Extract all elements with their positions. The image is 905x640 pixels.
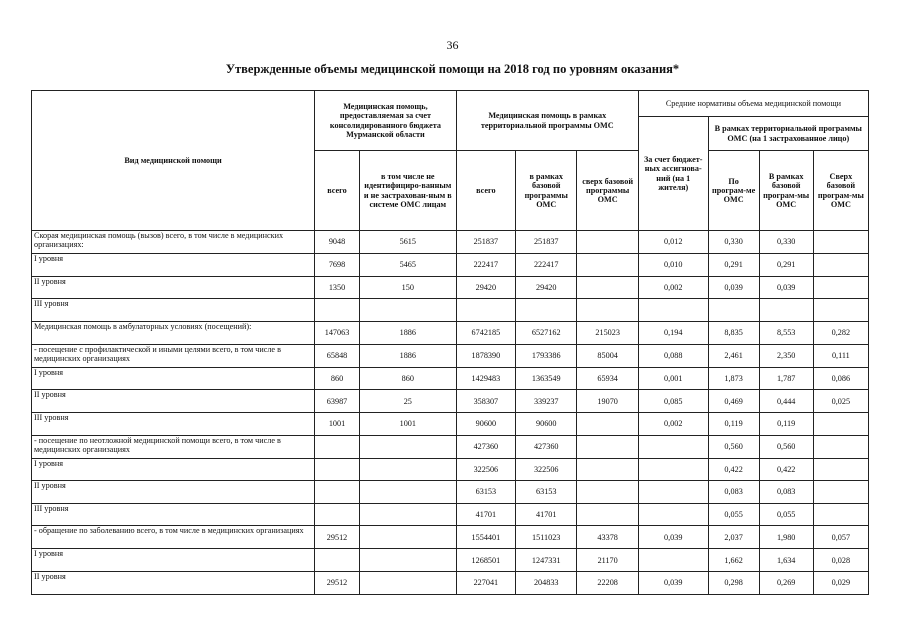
- table-cell: 1,634: [759, 549, 813, 572]
- table-cell: 8,553: [759, 321, 813, 344]
- table-cell: [813, 503, 868, 526]
- table-cell: [359, 571, 456, 594]
- table-cell: 322506: [516, 458, 577, 481]
- table-cell: [813, 299, 868, 322]
- table-cell: 29512: [315, 571, 360, 594]
- table-cell: [577, 254, 638, 277]
- table-cell: 427360: [516, 435, 577, 458]
- table-cell: 322506: [456, 458, 515, 481]
- table-cell: 222417: [516, 254, 577, 277]
- table-cell: 0,010: [638, 254, 708, 277]
- table-cell: [638, 435, 708, 458]
- row-label: I уровня: [32, 458, 315, 481]
- table-cell: 1,980: [759, 526, 813, 549]
- table-cell: [577, 299, 638, 322]
- table-cell: [577, 503, 638, 526]
- table-row: [32, 435, 869, 458]
- table-cell: 7698: [315, 254, 360, 277]
- table-cell: 85004: [577, 344, 638, 367]
- table-cell: 0,002: [638, 412, 708, 435]
- table-cell: [359, 481, 456, 504]
- table-cell: [315, 503, 360, 526]
- row-label: III уровня: [32, 299, 315, 322]
- table-row: [32, 481, 869, 504]
- table-cell: 0,055: [759, 503, 813, 526]
- page-number: 36: [446, 38, 459, 52]
- table-cell: 0,057: [813, 526, 868, 549]
- table-row: [32, 299, 869, 322]
- table-row: [32, 503, 869, 526]
- table-cell: 0,001: [638, 367, 708, 390]
- table-cell: 358307: [456, 390, 515, 413]
- table-cell: 0,039: [708, 276, 759, 299]
- table-cell: [359, 549, 456, 572]
- row-label: Медицинская помощь в амбулаторных условиях (посещений):: [32, 321, 315, 344]
- table-cell: 0,119: [759, 412, 813, 435]
- table-cell: 1001: [315, 412, 360, 435]
- table-cell: [315, 549, 360, 572]
- table-row: [32, 526, 869, 549]
- header-territorial-program: Медицинская помощь в рамках территориальной программы ОМС: [456, 91, 638, 151]
- row-label: II уровня: [32, 390, 315, 413]
- table-cell: 0,028: [813, 549, 868, 572]
- table-cell: 1001: [359, 412, 456, 435]
- table-cell: 0,282: [813, 321, 868, 344]
- table-cell: [577, 435, 638, 458]
- table-cell: [638, 458, 708, 481]
- table-cell: 0,029: [813, 571, 868, 594]
- table-cell: 0,039: [759, 276, 813, 299]
- table-cell: 1886: [359, 344, 456, 367]
- header-basic-program: В рамках базовой програм-мы ОМС: [759, 151, 813, 231]
- table-cell: 6742185: [456, 321, 515, 344]
- table-cell: 204833: [516, 571, 577, 594]
- table-cell: 0,111: [813, 344, 868, 367]
- table-cell: [359, 435, 456, 458]
- table-cell: 29420: [516, 276, 577, 299]
- table-cell: 90600: [456, 412, 515, 435]
- table-cell: 63153: [516, 481, 577, 504]
- table-cell: 1247331: [516, 549, 577, 572]
- table-cell: [638, 503, 708, 526]
- table-cell: 0,025: [813, 390, 868, 413]
- table-cell: 63153: [456, 481, 515, 504]
- table-cell: 65848: [315, 344, 360, 367]
- table-cell: [708, 299, 759, 322]
- row-label: II уровня: [32, 481, 315, 504]
- table-cell: 1878390: [456, 344, 515, 367]
- table-cell: [813, 458, 868, 481]
- table-cell: 29420: [456, 276, 515, 299]
- table-cell: 251837: [456, 231, 515, 254]
- row-label: Скорая медицинская помощь (вызов) всего, в том числе в медицинских организациях:: [32, 231, 315, 254]
- header-oms-per-insured: В рамках территориальной программы ОМС (на 1 застрахованное лицо): [708, 117, 868, 151]
- table-cell: 1,873: [708, 367, 759, 390]
- table-row: [32, 254, 869, 277]
- table-cell: 0,269: [759, 571, 813, 594]
- table-cell: 1363549: [516, 367, 577, 390]
- page-title: Утвержденные объемы медицинской помощи на 2018 год по уровням оказания*: [225, 62, 680, 76]
- table-cell: 19070: [577, 390, 638, 413]
- table-cell: 41701: [456, 503, 515, 526]
- table-cell: 65934: [577, 367, 638, 390]
- table-cell: 0,469: [708, 390, 759, 413]
- table-cell: 0,002: [638, 276, 708, 299]
- table-cell: 2,461: [708, 344, 759, 367]
- table-cell: 1511023: [516, 526, 577, 549]
- table-cell: [813, 481, 868, 504]
- row-label: II уровня: [32, 276, 315, 299]
- table-cell: 0,083: [708, 481, 759, 504]
- row-label: I уровня: [32, 549, 315, 572]
- table-cell: 29512: [315, 526, 360, 549]
- table-cell: 1268501: [456, 549, 515, 572]
- table-cell: 1350: [315, 276, 360, 299]
- table-cell: 215023: [577, 321, 638, 344]
- row-label: III уровня: [32, 412, 315, 435]
- table-cell: 0,085: [638, 390, 708, 413]
- table-cell: 0,560: [759, 435, 813, 458]
- table-cell: [315, 458, 360, 481]
- table-cell: 860: [359, 367, 456, 390]
- table-cell: 5615: [359, 231, 456, 254]
- table-row: [32, 344, 869, 367]
- table-row: [32, 458, 869, 481]
- table-cell: 339237: [516, 390, 577, 413]
- table-row: [32, 367, 869, 390]
- table-row: [32, 321, 869, 344]
- table-cell: 1,662: [708, 549, 759, 572]
- table-cell: 0,083: [759, 481, 813, 504]
- table-cell: [813, 276, 868, 299]
- table-cell: 251837: [516, 231, 577, 254]
- table-cell: 2,350: [759, 344, 813, 367]
- table-cell: [813, 435, 868, 458]
- table-cell: 0,298: [708, 571, 759, 594]
- table-cell: [577, 412, 638, 435]
- table-cell: [315, 299, 360, 322]
- table-cell: 427360: [456, 435, 515, 458]
- table-cell: 0,422: [708, 458, 759, 481]
- table-cell: 0,560: [708, 435, 759, 458]
- table-row: [32, 571, 869, 594]
- table-cell: 1793386: [516, 344, 577, 367]
- table-cell: 0,422: [759, 458, 813, 481]
- row-label: III уровня: [32, 503, 315, 526]
- table-cell: 150: [359, 276, 456, 299]
- table-cell: 0,088: [638, 344, 708, 367]
- table-cell: 0,039: [638, 526, 708, 549]
- table-cell: [315, 435, 360, 458]
- table-cell: 0,055: [708, 503, 759, 526]
- table-cell: [813, 412, 868, 435]
- row-label: - обращение по заболеванию всего, в том числе в медицинских организациях: [32, 526, 315, 549]
- header-total: всего: [315, 151, 360, 231]
- header-above-basic: сверх базовой программы ОМС: [577, 151, 638, 231]
- table-cell: 5465: [359, 254, 456, 277]
- row-label: - посещение с профилактической и иными целями всего, в том числе в медицинских организациях: [32, 344, 315, 367]
- table-cell: 0,039: [638, 571, 708, 594]
- table-cell: 0,012: [638, 231, 708, 254]
- table-cell: 1554401: [456, 526, 515, 549]
- header-care-type: Вид медицинской помощи: [32, 91, 315, 231]
- volumes-table: [31, 90, 869, 595]
- row-label: I уровня: [32, 254, 315, 277]
- table-cell: 0,086: [813, 367, 868, 390]
- table-cell: 22208: [577, 571, 638, 594]
- table-cell: [577, 276, 638, 299]
- table-cell: 43378: [577, 526, 638, 549]
- table-cell: [315, 481, 360, 504]
- header-avg-norms: Средние нормативы объема медицинской помощи: [638, 91, 868, 117]
- table-row: [32, 390, 869, 413]
- table-cell: 2,037: [708, 526, 759, 549]
- table-cell: [638, 481, 708, 504]
- table-cell: 147063: [315, 321, 360, 344]
- header-within-basic: в рамках базовой программы ОМС: [516, 151, 577, 231]
- table-cell: [813, 231, 868, 254]
- table-row: [32, 276, 869, 299]
- table-cell: [359, 299, 456, 322]
- header-unidentified: в том числе не идентифициро-ванным и не застрахован-ным в системе ОМС лицам: [359, 151, 456, 231]
- table-cell: [638, 299, 708, 322]
- table-row: [32, 412, 869, 435]
- table-cell: [577, 458, 638, 481]
- table-cell: 227041: [456, 571, 515, 594]
- row-label: II уровня: [32, 571, 315, 594]
- table-cell: 0,119: [708, 412, 759, 435]
- table-cell: 90600: [516, 412, 577, 435]
- table-cell: 0,330: [708, 231, 759, 254]
- table-row: [32, 549, 869, 572]
- table-cell: 860: [315, 367, 360, 390]
- table-cell: 0,330: [759, 231, 813, 254]
- table-cell: [813, 254, 868, 277]
- table-cell: [638, 549, 708, 572]
- header-per-program: По програм-ме ОМС: [708, 151, 759, 231]
- table-cell: 6527162: [516, 321, 577, 344]
- header-above-program: Сверх базовой програм-мы ОМС: [813, 151, 868, 231]
- table-cell: 8,835: [708, 321, 759, 344]
- table-cell: 41701: [516, 503, 577, 526]
- table-cell: 25: [359, 390, 456, 413]
- table-cell: 9048: [315, 231, 360, 254]
- header-regional-budget: Медицинская помощь, предоставляемая за счет консолидированного бюджета Мурманской области: [315, 91, 457, 151]
- table-cell: 63987: [315, 390, 360, 413]
- table-cell: 1,787: [759, 367, 813, 390]
- row-label: - посещение по неотложной медицинской помощи всего, в том числе в медицинских организациях: [32, 435, 315, 458]
- table-cell: [359, 526, 456, 549]
- table-cell: 0,444: [759, 390, 813, 413]
- table-row: [32, 231, 869, 254]
- table-cell: 0,194: [638, 321, 708, 344]
- table-cell: [359, 503, 456, 526]
- table-cell: 1886: [359, 321, 456, 344]
- table-cell: [516, 299, 577, 322]
- table-cell: 21170: [577, 549, 638, 572]
- header-total-oms: всего: [456, 151, 515, 231]
- row-label: I уровня: [32, 367, 315, 390]
- table-cell: 222417: [456, 254, 515, 277]
- table-cell: [577, 481, 638, 504]
- table-cell: [359, 458, 456, 481]
- table-cell: 1429483: [456, 367, 515, 390]
- table-cell: 0,291: [708, 254, 759, 277]
- table-cell: [759, 299, 813, 322]
- table-cell: [456, 299, 515, 322]
- table-cell: 0,291: [759, 254, 813, 277]
- table-cell: [577, 231, 638, 254]
- header-budget-per-resident: За счет бюджет-ных ассигнова-ний (на 1 жителя): [638, 117, 708, 231]
